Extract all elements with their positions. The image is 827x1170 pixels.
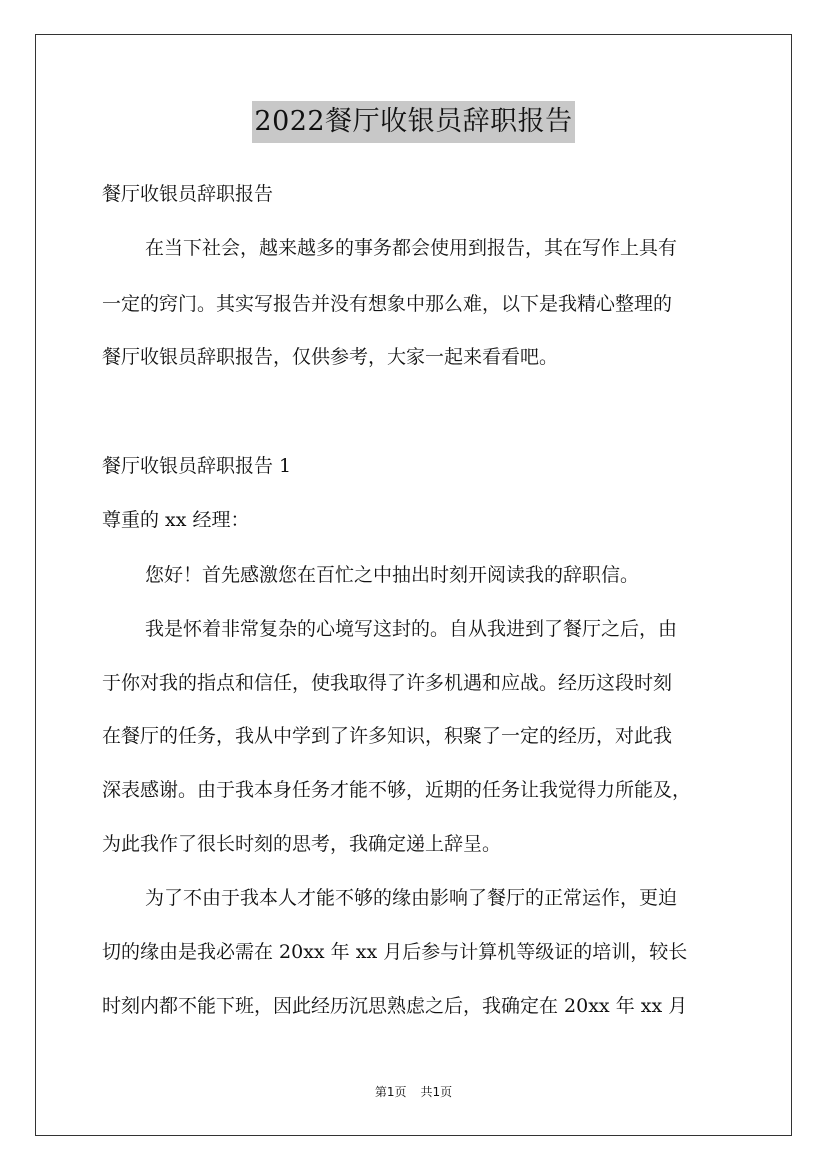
document-title: 2022餐厅收银员辞职报告 [252,101,574,143]
salutation: 尊重的 xx 经理： [102,509,250,531]
paragraph-line: 时刻内都不能下班，因此经历沉思熟虑之后，我确定在 20xx 年 xx 月 [102,995,688,1017]
intro-line: 在当下社会，越来越多的事务都会使用到报告，其在写作上具有 [145,237,678,259]
paragraph-line: 为此我作了很长时刻的思考，我确定递上辞呈。 [102,833,502,855]
subtitle: 餐厅收银员辞职报告 [102,183,274,205]
paragraph-line: 切的缘由是我必需在 20xx 年 xx 月后参与计算机等级证的培训，较长 [102,941,688,963]
page-footer [0,1084,827,1100]
paragraph-line: 深表感谢。由于我本身任务才能不够，近期的任务让我觉得力所能及， [102,779,692,801]
title-container [0,101,827,143]
paragraph-line: 于你对我的指点和信任，使我取得了许多机遇和应战。经历这段时刻 [102,672,673,694]
page-total: 共1页 [420,1085,453,1099]
paragraph-line: 为了不由于我本人才能不够的缘由影响了餐厅的正常运作，更迫 [145,887,678,909]
intro-line: 一定的窍门。其实写报告并没有想象中那么难，以下是我精心整理的 [102,293,673,315]
page-number: 第1页 [374,1085,407,1099]
greeting: 您好！首先感激您在百忙之中抽出时刻开阅读我的辞职信。 [145,564,640,586]
section-heading: 餐厅收银员辞职报告 1 [102,455,292,477]
paragraph-line: 在餐厅的任务，我从中学到了许多知识，积聚了一定的经历，对此我 [102,725,673,747]
intro-line: 餐厅收银员辞职报告，仅供参考，大家一起来看看吧。 [102,346,559,368]
paragraph-line: 我是怀着非常复杂的心境写这封的。自从我进到了餐厅之后，由 [145,618,678,640]
